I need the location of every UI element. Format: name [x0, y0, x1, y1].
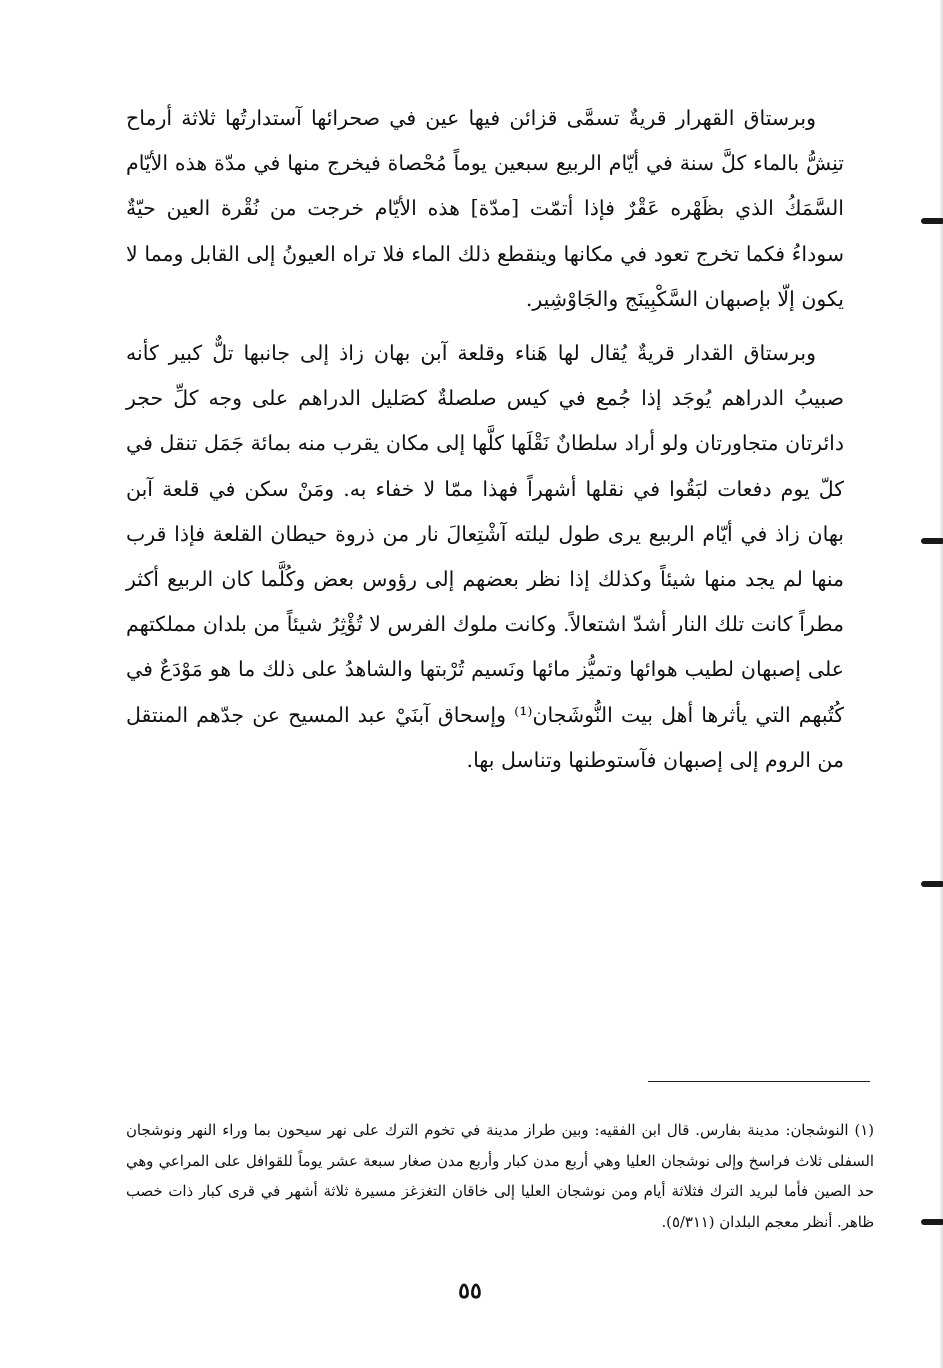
paragraph-qahrar: وبرستاق القهرار قريةٌ تسمَّى قزائن فيها عين في صحرائها آستدارتُها ثلاثة أرماح تنِشُّ بالماء كلَّ سنة في أيّام الربيع سبعين يوماً مُحْصاة فيخرج منها في مدّة هذه الأيّام السَّمَكُ الذي بظَهْره عَقْرٌ فإذا أتمّت [مدّة] هذه الأيّام خرجت من نُقْرة العين حيّةٌ سوداءُ فكما تخرج تعود في مكانها وينقطع ذلك الماء فلا تراه العيونُ إلى القابل ومما لا يكون إلّا بإصبهان السَّكْبِينَج والجَاوْشِير.	[126, 106, 844, 311]
page-number: ٥٥	[458, 1278, 482, 1304]
paragraph-qadar: وبرستاق القدار قريةٌ يُقال لها هَناء وقلعة آبن بهان زاذ إلى جانبها تلٌّ كبير كأنه صبيبُ الدراهم يُوجَد إذا جُمع في كيس صلصلةٌ كصَليل الدراهم على وجه كلِّ حجر دائرتان متجاورتان ولو أراد سلطانٌ نَقْلَها كلَّها إلى مكان يقرب منه بمائة جَمَل تنقل في كلّ يوم دفعات لبَقُوا في نقلها أشهراً فهذا ممّا لا خفاء به. ومَنْ سكن في قلعة آبن بهان زاذ في أيّام الربيع يرى طول ليلته آشْتِعالَ نار من ذروة حيطان القلعة فإذا قرب منها لم يجد منها شيئاً وكذلك إذا نظر بعضهم إلى رؤوس بعض وكُلَّما كان الربيع أكثر مطراً كانت تلك النار أشدّ اشتعالاً. وكانت ملوك الفرس لا تُؤْثِرُ شيئاً من بلدان مملكتهم على إصبهان لطيب هوائها وتميُّز مائها ونَسيم تُرْبتها والشاهدُ على ذلك ما هو مَوْدَعٌ في كُتُبهم التي يأثرها أهل بيت النُّوشَجان⁽¹⁾ وإسحاق آبنَيْ عبد المسيح عن جدّهم المنتقل من الروم إلى إصبهان فآستوطنها وتناسل بها.	[126, 341, 844, 772]
main-text-block	[126, 96, 844, 783]
footnote-1: (١) النوشجان: مدينة بفارس. قال ابن الفقيه: وبين طراز مدينة في تخوم الترك على نهر سيحون بما وراء النهر ونوشجان السفلى ثلاث فراسخ وإلى نوشجان العليا وهي أربع مدن كبار وأربع مدن صغار سبعة عشر يوماً للقوافل على المراعي وهي حد الصين فأما لبريد الترك فثلاثة أيام ومن نوشجان العليا إلى خاقان التغزغز مسيرة ثلاثة أشهر في قرى كبار ذات خصب ظاهر. أنظر معجم البلدان (٥/٣١١).	[126, 1122, 874, 1231]
footnotes-block	[126, 1116, 874, 1238]
footnote-divider	[648, 1081, 870, 1082]
page-edge-shadow	[939, 0, 943, 1368]
